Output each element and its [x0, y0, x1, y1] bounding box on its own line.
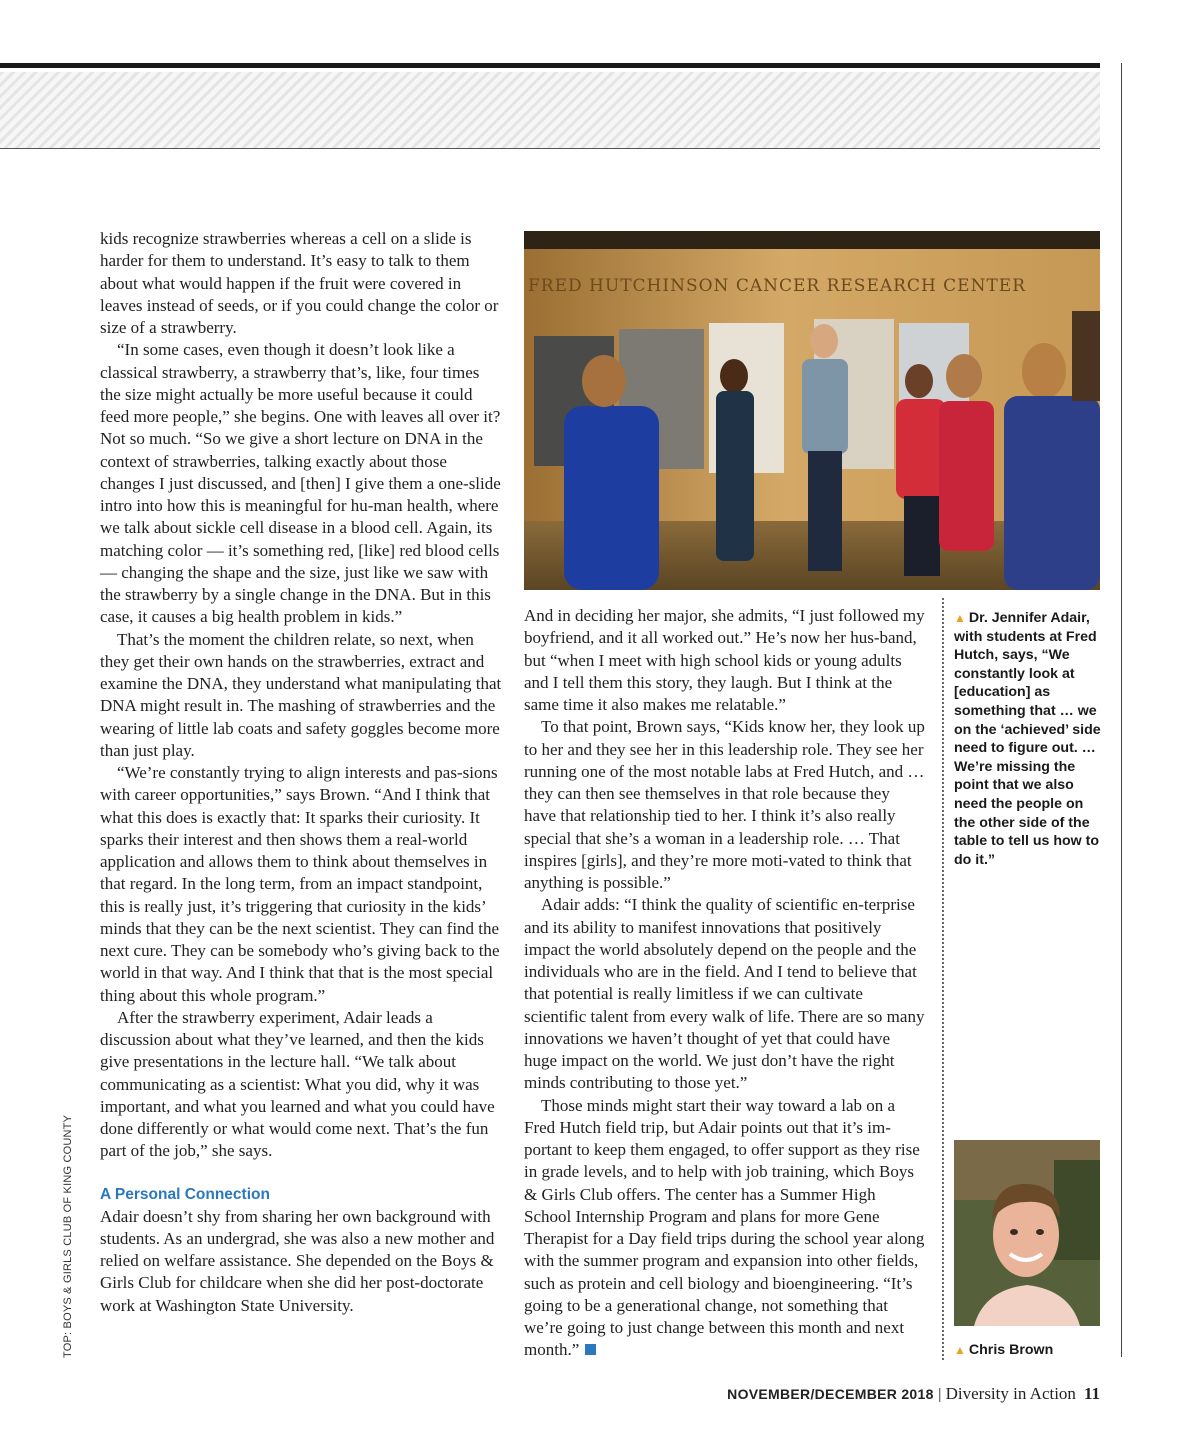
paragraph: “We’re constantly trying to align interests and pas-sions with career opportunities,” says Brown. “And I think that what this does is exactly that: It sparks their curiosity. It sparks their interest and then shows them a real-world application and allows them to think about themselves in that regard. In the long term, from an impact standpoint, this is really just, it’s triggering that curiosity in the kids’ minds that they can be the next scientist. They can find the next cure. They can be somebody who’s giving back to the world in that way. And I think that that is the most special thing about this whole program.”: [100, 763, 500, 1005]
paragraph: To that point, Brown says, “Kids know her, they look up to her and they see her in this leadership role. They see her running one of the most notable labs at Fred Hutch, and … they can then see themselves in that role because they have that relationship tied to her. I think it’s also really special that she’s a woman in a leadership role. … That inspires [girls], and they’re more moti-vated to think that anything is possible.”: [524, 717, 925, 892]
header-hatch-band: [0, 72, 1100, 148]
photo-credit-text: TOP: BOYS & GIRLS CLUB OF KING COUNTY: [62, 1114, 74, 1358]
page-footer: [727, 1384, 1100, 1404]
caption-text: Dr. Jennifer Adair, with students at Fred Hutch, says, “We constantly look at [education] as something that … we on the ‘achieved’ side need to figure out. … We’re missing the point that we also need the people on the other side of the table to tell us how to do it.”: [954, 610, 1101, 868]
paragraph: Adair doesn’t shy from sharing her own background with students. As an undergrad, she was also a new mother and relied on welfare assistance. She depended on the Boys & Girls Club for childcare when she did her post-doctorate work at Washington State University.: [100, 1206, 495, 1315]
paragraph: Adair adds: “I think the quality of scientific en-terprise and its ability to manifest innovations that positively impact the world absolutely depend on the people and the individuals who are in the field. And I tend to believe that that potential is really limitless if we can cultivate scientific talent from every walk of life. There are so many innovations we haven’t thought of yet that could have huge impact on the world. We just don’t have the right minds contributing to those yet.”: [524, 895, 925, 1093]
page-number: 11: [1083, 1384, 1100, 1403]
page-edge-line: [1121, 63, 1122, 1357]
wall-sign-text: FRED HUTCHINSON CANCER RESEARCH CENTER: [528, 276, 1027, 296]
paragraph: That’s the moment the children relate, so next, when they get their own hands on the strawberries, extract and examine the DNA, they understand what manipulating that DNA might result in. The mashing of strawberries and the wearing of little lab coats and safety goggles become more than just play.: [100, 629, 502, 760]
photo-caption: [954, 609, 1104, 869]
chris-brown-photo: [954, 1140, 1100, 1326]
magazine-name: Diversity in Action: [945, 1384, 1076, 1403]
article-column-1: [100, 228, 502, 1317]
paragraph-text: Those minds might start their way toward a lab on a Fred Hutch field trip, but Adair points out that it’s im-portant to keep them engaged, to offer support as they rise in grade levels, and to help with job training, which Boys & Girls Club offers. The center has a Summer High School Internship Program and plans for more Gene Therapist for a Day field trips during the school year along with the summer program and expansion into other fields, such as protein and cell biology and bioengineering. “It’s going to be a generational change, not something that we’re going to just change between this month and next month.”: [524, 1095, 925, 1360]
end-of-article-mark: [585, 1344, 596, 1355]
caption-divider: [942, 598, 944, 1360]
top-rule: [0, 63, 1100, 68]
paragraph: After the strawberry experiment, Adair leads a discussion about what they’ve learned, and then the kids give presentations in the lecture hall. “We talk about communicating as a scientist: What you did, why it was important, and what you learned and what you could have done differently or what would come next. That’s the fun part of the job,” she says.: [100, 1007, 495, 1161]
portrait-caption: [954, 1342, 1104, 1358]
section-subhead: A Personal Connection: [100, 1185, 270, 1203]
article-column-2: [524, 605, 926, 1362]
issue-date: NOVEMBER/DECEMBER 2018: [727, 1386, 934, 1402]
triangle-up-icon: ▲: [954, 611, 966, 625]
students-photo: [524, 231, 1100, 590]
caption-name: Chris Brown: [968, 1342, 1054, 1358]
paragraph: kids recognize strawberries whereas a cell on a slide is harder for them to understand. It’s easy to talk to them about what would happen if the fruit were covered in leaves instead of seeds, or if you could change the color or size of a strawberry.: [100, 229, 499, 337]
paragraph: And in deciding her major, she admits, “I just followed my boyfriend, and it all worked out.” He’s now her hus-band, but “when I meet with high school kids or young adults and I tell them this story, they laugh. But I think at the same time it also makes me relatable.”: [524, 606, 925, 714]
footer-separator: |: [937, 1386, 942, 1403]
paragraph: “In some cases, even though it doesn’t look like a classical strawberry, a strawberry that’s, like, four times the size might actually be more useful because it could feed more people,” she begins. One with leaves all over it? Not so much. “So we give a short lecture on DNA in the context of strawberries, talking exactly about those changes I just discussed, and [then] I give them a one-slide intro into how this is meaningful for hu-man health, where we talk about sickle cell disease in a blood cell. Again, its matching color — it’s something red, [like] red blood cells — changing the shape and the size, just like we saw with the strawberry by a single change in the DNA. But in this case, it causes a big health problem in kids.”: [100, 340, 501, 627]
triangle-up-icon: ▲: [954, 1343, 966, 1357]
paragraph: [524, 1095, 926, 1362]
header-divider: [0, 148, 1100, 149]
